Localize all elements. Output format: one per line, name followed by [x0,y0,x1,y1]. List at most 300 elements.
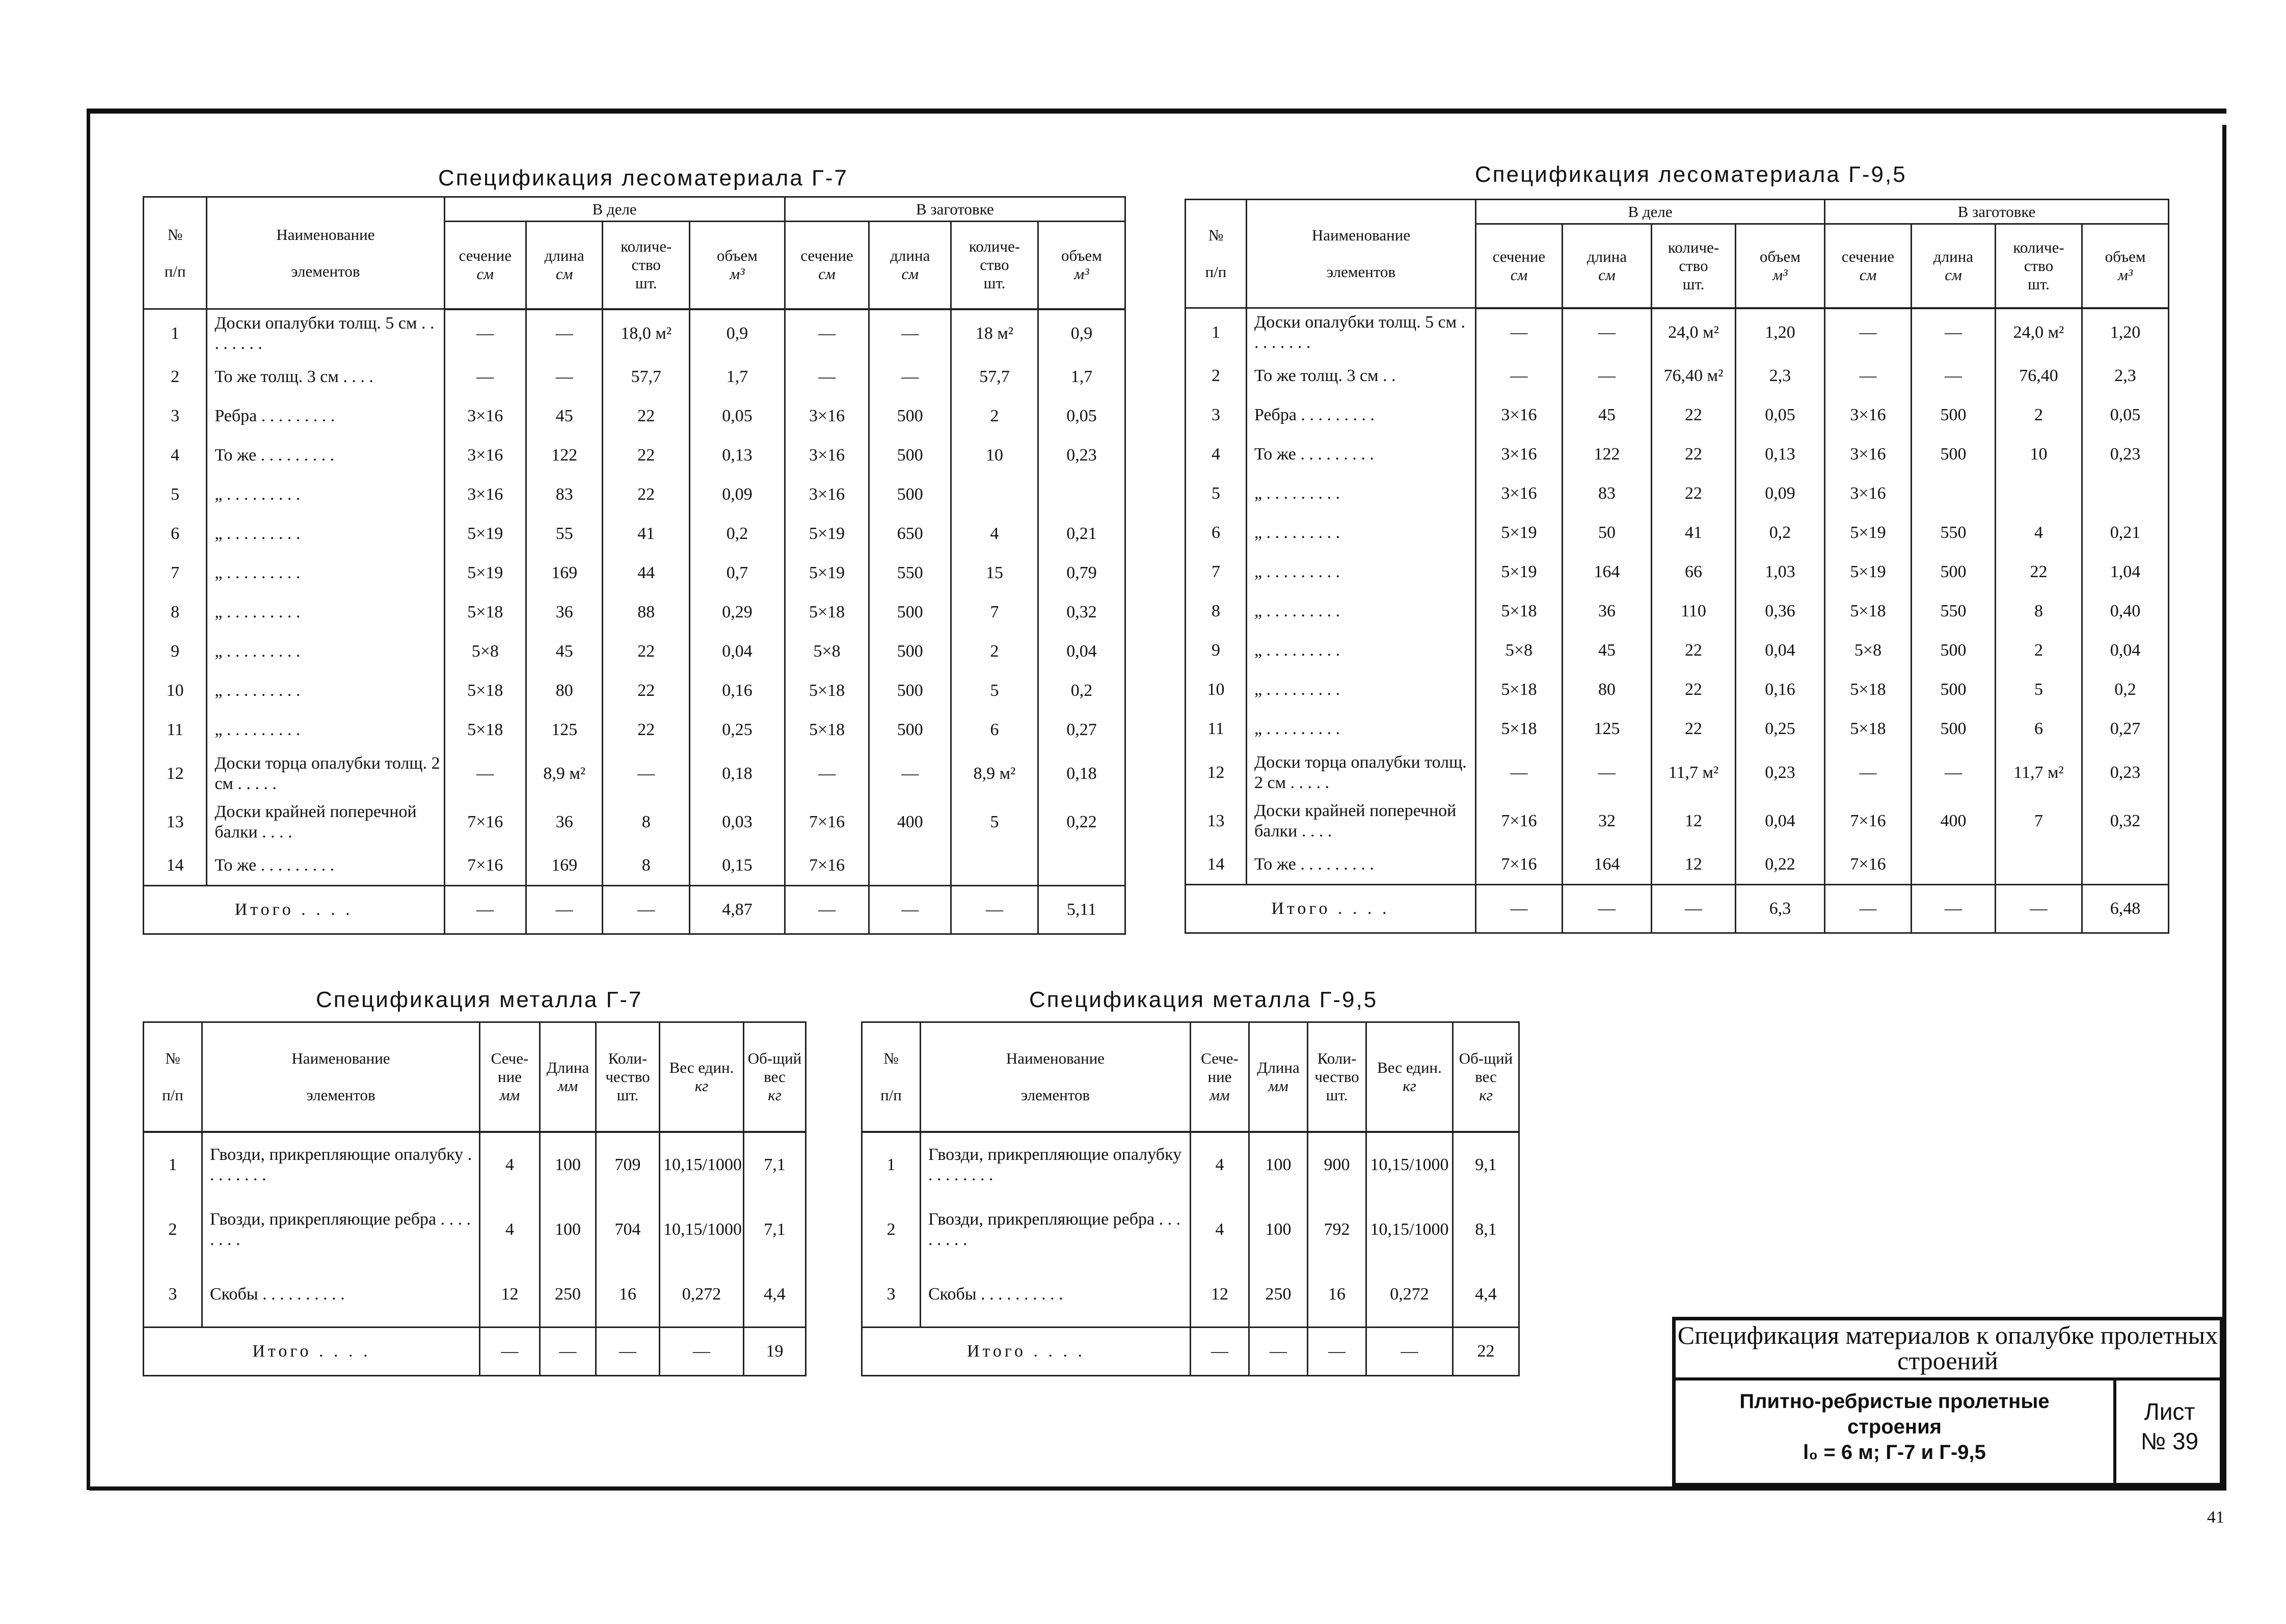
total-value: — [1476,885,1563,933]
work-volume: 0,04 [690,632,785,671]
total-weight-value: 4,4 [744,1262,806,1328]
work-section: 5×18 [444,711,526,750]
total-value: 19 [744,1328,806,1376]
header-name: Наименование элементов [921,1022,1191,1132]
table-row [144,397,1125,436]
header-total-weight: Об-щий вес кг [744,1022,806,1132]
work-volume: 0,36 [1736,592,1825,631]
work-length: — [1563,357,1652,396]
blank-volume: 0,05 [1038,397,1125,436]
work-qty: 22 [603,671,690,711]
work-qty: 8 [603,847,690,886]
blank-length: 500 [1912,435,1996,474]
blank-qty: 5 [951,671,1038,711]
work-qty: 22 [1652,710,1736,749]
header-in-blank: В заготовке [1825,200,2169,224]
table-row [1186,474,2169,513]
unit-weight-value: 10,15/1000 [1366,1132,1453,1197]
blank-volume: 0,04 [2082,631,2169,670]
total-label: Итого . . . . [1186,885,1476,933]
work-section: 3×16 [444,475,526,515]
table-row [144,847,1125,886]
header-name: Наименование элементов [207,197,444,309]
blank-volume: 0,23 [2082,435,2169,474]
work-qty: 22 [603,436,690,475]
work-section: 5×19 [1476,553,1563,592]
table-row [862,1262,1519,1328]
table-row [1186,710,2169,749]
blank-qty: 6 [951,711,1038,750]
timber-g7-table [143,196,1126,935]
table-row [862,1132,1519,1197]
timber-g7-title: Спецификация лесоматериала Г-7 [438,166,848,191]
work-volume: 2,3 [1736,357,1825,396]
work-section: 5×19 [1476,513,1563,553]
element-name: То же . . . . . . . . . [207,436,444,475]
total-row [144,1328,806,1376]
title-block-desc-line2: строения [1847,1416,1942,1438]
blank-length: 550 [869,554,951,593]
element-name: „ . . . . . . . . . [207,554,444,593]
table-row [1186,357,2169,396]
total-value: — [1563,885,1652,933]
row-number: 3 [862,1262,921,1328]
blank-length: 500 [869,436,951,475]
blank-section: 7×16 [785,798,869,847]
row-number: 13 [1186,797,1247,846]
work-section: 5×19 [444,554,526,593]
work-qty: 18,0 м² [603,309,690,358]
sheet-number: № 39 [2140,1428,2199,1454]
frame-left-border [87,109,90,1490]
work-length: 80 [526,671,603,711]
total-value: — [1249,1328,1308,1376]
total-row [862,1328,1519,1376]
work-qty: 76,40 м² [1652,357,1736,396]
blank-length [1912,846,1996,885]
blank-qty: 5 [1996,670,2082,710]
blank-volume: 0,21 [1038,515,1125,554]
blank-qty: 8 [1996,592,2082,631]
element-name: То же толщ. 3 см . . [1247,357,1476,396]
header-qty: количе-ство шт. [1996,224,2082,308]
blank-section: 5×18 [785,711,869,750]
sheet-label: Лист [2144,1398,2195,1425]
blank-section: 5×19 [1825,553,1912,592]
blank-qty: 11,7 м² [1996,749,2082,797]
total-value: 6,48 [2082,885,2169,933]
blank-volume: 0,23 [2082,749,2169,797]
element-name: То же толщ. 3 см . . . . [207,358,444,397]
work-volume: 0,15 [690,847,785,886]
element-name: Доски опалубки толщ. 5 см . . . . . . . . [207,309,444,358]
element-name: Гвозди, прикрепляющие ребра . . . . . . . . [202,1197,480,1262]
blank-length: 500 [1912,553,1996,592]
total-weight-value: 9,1 [1453,1132,1519,1197]
element-name: Ребра . . . . . . . . . [1247,396,1476,435]
table-row [144,711,1125,750]
element-name: Доски торца опалубки толщ. 2 см . . . . . [207,750,444,798]
total-value: — [1308,1328,1366,1376]
work-qty: 44 [603,554,690,593]
blank-length: 550 [1912,513,1996,553]
blank-section: — [1825,749,1912,797]
work-section: 7×16 [1476,797,1563,846]
total-row [144,886,1125,934]
work-section: 7×16 [444,847,526,886]
blank-length: 650 [869,515,951,554]
blank-length: 500 [869,475,951,515]
blank-length: 500 [1912,670,1996,710]
blank-section: 7×16 [1825,797,1912,846]
blank-volume: 2,3 [2082,357,2169,396]
blank-length: — [869,750,951,798]
blank-section: 5×18 [1825,710,1912,749]
header-qty: количе-ство шт. [1652,224,1736,308]
work-volume: 0,18 [690,750,785,798]
length-value: 250 [540,1262,596,1328]
qty-value: 704 [596,1197,660,1262]
blank-qty: 7 [951,593,1038,632]
row-number: 12 [1186,749,1247,797]
blank-length: 500 [869,711,951,750]
row-number: 5 [1186,474,1247,513]
blank-section: 3×16 [785,475,869,515]
blank-length: — [1912,357,1996,396]
work-length: — [526,358,603,397]
section-value: 4 [480,1132,540,1197]
row-number: 7 [1186,553,1247,592]
blank-volume: 0,9 [1038,309,1125,358]
work-section: 5×18 [1476,710,1563,749]
blank-volume: 0,2 [2082,670,2169,710]
row-number: 6 [144,515,207,554]
blank-section: 3×16 [1825,435,1912,474]
table-row [144,1132,806,1197]
work-volume: 0,22 [1736,846,1825,885]
blank-volume: 0,21 [2082,513,2169,553]
table-row [862,1197,1519,1262]
work-length: 169 [526,554,603,593]
work-volume: 0,2 [1736,513,1825,553]
table-row [144,632,1125,671]
header-section: Сече-ние мм [480,1022,540,1132]
table-row [144,309,1125,358]
table-row [1186,631,2169,670]
timber-g95-table [1185,199,2169,934]
total-value: 6,3 [1736,885,1825,933]
blank-volume [1038,847,1125,886]
total-value: — [785,886,869,934]
table-row [1186,553,2169,592]
table-row [144,750,1125,798]
element-name: Ребра . . . . . . . . . [207,397,444,436]
unit-weight-value: 0,272 [1366,1262,1453,1328]
row-number: 2 [144,1197,202,1262]
work-volume: 0,05 [690,397,785,436]
header-unit-weight: Вес един. кг [660,1022,744,1132]
section-value: 4 [480,1197,540,1262]
work-volume: 0,09 [690,475,785,515]
header-volume: объем м³ [1038,222,1125,309]
unit-weight-value: 10,15/1000 [1366,1197,1453,1262]
total-value: — [444,886,526,934]
total-weight-value: 7,1 [744,1132,806,1197]
frame-bottom-border [89,1486,2226,1491]
work-length: 164 [1563,553,1652,592]
header-section: сечение см [1476,224,1563,308]
element-name: „ . . . . . . . . . [1247,513,1476,553]
total-label: Итого . . . . [862,1328,1191,1376]
blank-qty: 15 [951,554,1038,593]
row-number: 11 [1186,710,1247,749]
row-number: 2 [862,1197,921,1262]
work-qty: 57,7 [603,358,690,397]
title-block-description [1676,1378,2116,1483]
blank-length: 500 [869,632,951,671]
element-name: То же . . . . . . . . . [1247,435,1476,474]
blank-volume [1038,475,1125,515]
header-section: сечение см [1825,224,1912,308]
header-name: Наименование элементов [202,1022,480,1132]
table-row [144,798,1125,847]
blank-qty: 24,0 м² [1996,308,2082,357]
length-value: 100 [1249,1197,1308,1262]
work-volume: 1,7 [690,358,785,397]
row-number: 1 [144,1132,202,1197]
work-length: 32 [1563,797,1652,846]
blank-volume: 0,79 [1038,554,1125,593]
work-length: 55 [526,515,603,554]
work-volume: 0,16 [1736,670,1825,710]
blank-qty: 2 [951,632,1038,671]
blank-length: 500 [1912,396,1996,435]
header-qty: Коли-чество шт. [596,1022,660,1132]
work-qty: 66 [1652,553,1736,592]
work-qty: 22 [1652,396,1736,435]
work-length: 45 [1563,631,1652,670]
row-number: 2 [1186,357,1247,396]
title-block-heading: Спецификация материалов к опалубке пролетных строений [1676,1320,2220,1381]
blank-volume: 0,32 [1038,593,1125,632]
blank-section: 5×19 [785,554,869,593]
row-number: 8 [1186,592,1247,631]
header-in-work: В деле [1476,200,1825,224]
table-row [1186,513,2169,553]
row-number: 1 [144,309,207,358]
unit-weight-value: 10,15/1000 [660,1132,744,1197]
header-qty: количе-ство шт. [603,222,690,309]
element-name: „ . . . . . . . . . [207,671,444,711]
table-row [1186,797,2169,846]
title-block-desc-line3: l₀ = 6 м; Г-7 и Г-9,5 [1803,1441,1986,1464]
blank-qty [1996,846,2082,885]
work-qty: 22 [603,711,690,750]
work-length: — [1563,308,1652,357]
element-name: Гвозди, прикрепляющие ребра . . . . . . . . [921,1197,1191,1262]
work-section: 3×16 [444,397,526,436]
table-row [1186,396,2169,435]
section-value: 4 [1191,1197,1249,1262]
blank-qty: 6 [1996,710,2082,749]
row-number: 7 [144,554,207,593]
blank-qty: 10 [1996,435,2082,474]
total-value: — [1191,1328,1249,1376]
header-num: № п/п [1186,200,1247,308]
blank-length: 500 [1912,710,1996,749]
element-name: „ . . . . . . . . . [1247,631,1476,670]
table-row [1186,308,2169,357]
blank-length: — [869,309,951,358]
row-number: 13 [144,798,207,847]
blank-section: — [785,358,869,397]
blank-length: 500 [869,397,951,436]
work-qty: 22 [1652,435,1736,474]
work-length: 45 [1563,396,1652,435]
total-value: 22 [1453,1328,1519,1376]
blank-qty [951,847,1038,886]
qty-value: 16 [596,1262,660,1328]
blank-qty: 18 м² [951,309,1038,358]
element-name: Доски торца опалубки толщ. 2 см . . . . . [1247,749,1476,797]
work-volume: 0,25 [1736,710,1825,749]
work-section: 5×18 [444,671,526,711]
section-value: 12 [1191,1262,1249,1328]
work-section: 5×8 [444,632,526,671]
work-qty: 41 [1652,513,1736,553]
work-qty: 41 [603,515,690,554]
element-name: То же . . . . . . . . . [1247,846,1476,885]
element-name: Доски крайней поперечной балки . . . . [1247,797,1476,846]
work-section: — [444,309,526,358]
work-volume: 0,13 [1736,435,1825,474]
work-section: 3×16 [1476,396,1563,435]
blank-section: — [785,309,869,358]
work-length: 80 [1563,670,1652,710]
blank-volume [2082,846,2169,885]
metal-g95-title: Спецификация металла Г-9,5 [1029,987,1378,1012]
table-row [144,515,1125,554]
frame-right-border [2222,125,2226,1491]
header-volume: объем м³ [2082,224,2169,308]
total-value: — [603,886,690,934]
header-section: сечение см [785,222,869,309]
work-qty: 12 [1652,797,1736,846]
row-number: 10 [1186,670,1247,710]
header-qty: количе-ство шт. [951,222,1038,309]
total-weight-value: 7,1 [744,1197,806,1262]
work-section: 5×19 [444,515,526,554]
work-volume: 1,03 [1736,553,1825,592]
work-volume: 0,23 [1736,749,1825,797]
element-name: Скобы . . . . . . . . . . [921,1262,1191,1328]
work-length: 169 [526,847,603,886]
work-length: 125 [1563,710,1652,749]
row-number: 4 [1186,435,1247,474]
unit-weight-value: 10,15/1000 [660,1197,744,1262]
work-length: 122 [526,436,603,475]
work-qty: 11,7 м² [1652,749,1736,797]
blank-length [1912,474,1996,513]
blank-length: — [869,358,951,397]
row-number: 6 [1186,513,1247,553]
blank-section: 5×8 [785,632,869,671]
blank-section: — [785,750,869,798]
blank-volume: 0,04 [1038,632,1125,671]
row-number: 14 [1186,846,1247,885]
row-number: 9 [144,632,207,671]
total-value: — [526,886,603,934]
work-length: 122 [1563,435,1652,474]
element-name: „ . . . . . . . . . [1247,553,1476,592]
element-name: „ . . . . . . . . . [1247,474,1476,513]
blank-length: — [1912,749,1996,797]
blank-volume: 1,7 [1038,358,1125,397]
work-volume: 0,7 [690,554,785,593]
table-row [1186,749,2169,797]
table-row [1186,670,2169,710]
work-length: 125 [526,711,603,750]
qty-value: 900 [1308,1132,1366,1197]
element-name: То же . . . . . . . . . [207,847,444,886]
header-volume: объем м³ [1736,224,1825,308]
blank-section: — [1825,357,1912,396]
work-section: 7×16 [1476,846,1563,885]
work-section: — [444,358,526,397]
header-num: № п/п [144,1022,202,1132]
header-name: Наименование элементов [1247,200,1476,308]
work-volume: 0,25 [690,711,785,750]
work-qty: 110 [1652,592,1736,631]
total-value: — [1366,1328,1453,1376]
element-name: „ . . . . . . . . . [1247,710,1476,749]
work-section: 3×16 [1476,474,1563,513]
total-value: — [660,1328,744,1376]
work-length: 8,9 м² [526,750,603,798]
table-row [144,1197,806,1262]
element-name: „ . . . . . . . . . [207,711,444,750]
timber-g95-title: Спецификация лесоматериала Г-9,5 [1475,162,1907,187]
row-number: 1 [1186,308,1247,357]
work-length: — [526,309,603,358]
table-row [1186,435,2169,474]
blank-qty: 4 [1996,513,2082,553]
frame-top-border [87,109,2226,114]
header-section: сечение см [444,222,526,309]
header-section: Сече-ние мм [1191,1022,1249,1132]
blank-length: 500 [1912,631,1996,670]
blank-volume: 0,22 [1038,798,1125,847]
unit-weight-value: 0,272 [660,1262,744,1328]
header-volume: объем м³ [690,222,785,309]
row-number: 2 [144,358,207,397]
work-section: — [1476,357,1563,396]
work-section: 5×8 [1476,631,1563,670]
blank-length: 500 [869,671,951,711]
blank-qty: 5 [951,798,1038,847]
header-length: Длина мм [1249,1022,1308,1132]
element-name: Доски опалубки толщ. 5 см . . . . . . . . [1247,308,1476,357]
element-name: Скобы . . . . . . . . . . [202,1262,480,1328]
blank-length: 400 [869,798,951,847]
work-qty: 22 [1652,474,1736,513]
work-volume: 1,20 [1736,308,1825,357]
blank-qty [1996,474,2082,513]
header-in-blank: В заготовке [785,197,1125,222]
header-qty: Коли-чество шт. [1308,1022,1366,1132]
work-length: 164 [1563,846,1652,885]
element-name: „ . . . . . . . . . [207,593,444,632]
